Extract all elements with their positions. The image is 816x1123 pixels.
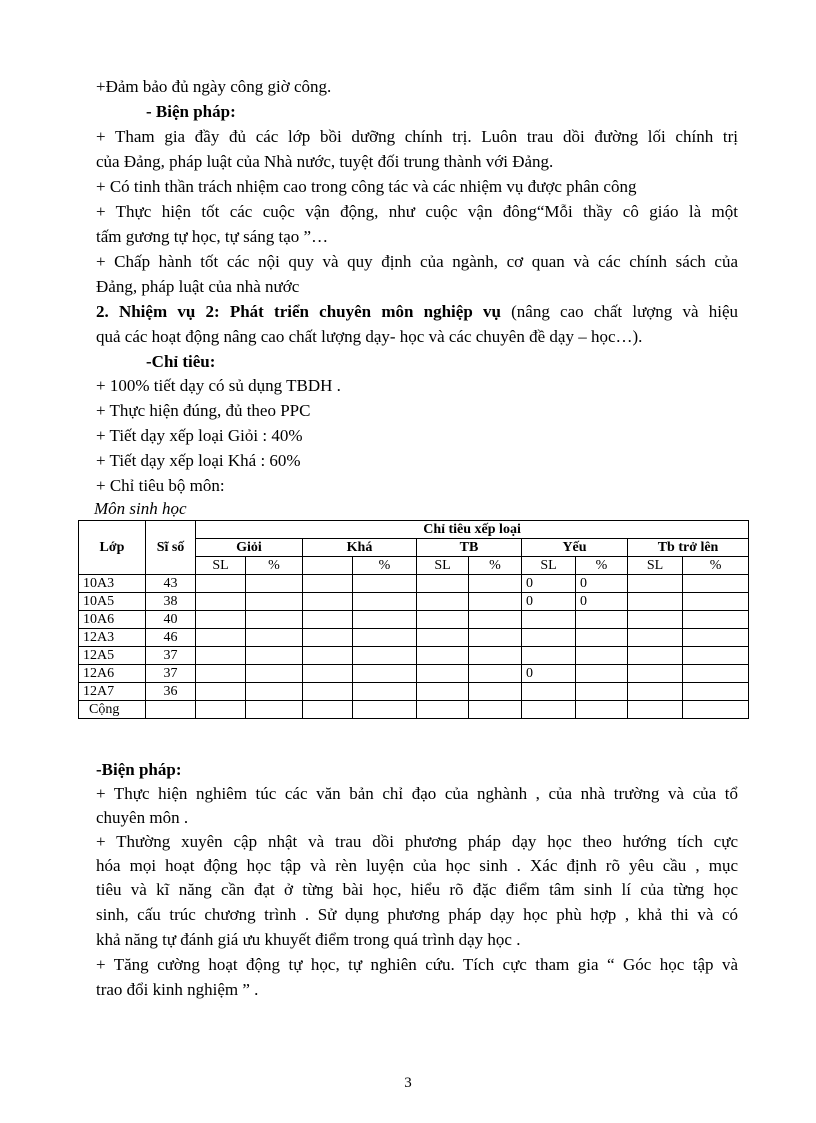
cell-si-so: 38 [146, 593, 196, 611]
text-line: tấm gương tự học, tự sáng tạo ”… [96, 227, 329, 246]
task2-rest: (nâng cao chất lượng và hiệu [500, 302, 738, 321]
cell-empty [628, 683, 683, 701]
cell-empty [417, 701, 469, 719]
table-row [79, 575, 749, 593]
cell-empty [353, 683, 417, 701]
cell-lop: 10A5 [79, 593, 146, 611]
bien-phap-line: tiêu và kĩ năng cần đạt ở từng bài học, hiểu rõ đặc điểm tâm sinh lí của từng học [96, 880, 738, 899]
header-kha: Khá [303, 539, 417, 557]
cell-si-so: 46 [146, 629, 196, 647]
text-line: Đảng, pháp luật của nhà nước [96, 277, 300, 296]
cell-empty [353, 629, 417, 647]
cell-empty [196, 593, 246, 611]
cell-yeu-pct [576, 629, 628, 647]
cell-empty [196, 701, 246, 719]
cell-empty [196, 629, 246, 647]
cell-empty [246, 665, 303, 683]
cell-empty [469, 593, 522, 611]
cell-empty [303, 701, 353, 719]
table-row [79, 701, 749, 719]
score-table [78, 520, 749, 719]
cell-yeu-pct [576, 701, 628, 719]
cell-yeu-pct: 0 [576, 593, 628, 611]
page-number: 3 [404, 1075, 412, 1091]
cell-si-so [146, 701, 196, 719]
cell-empty [417, 683, 469, 701]
bien-phap-line: + Thực hiện nghiêm túc các văn bản chỉ đạo của nghành , của nhà trường và của tổ [96, 784, 738, 803]
cell-lop: 12A7 [79, 683, 146, 701]
cell-empty [628, 647, 683, 665]
text-line: + Tham gia đầy đủ các lớp bồi dưỡng chính trị. Luôn trau dồi đường lối chính trị [96, 127, 738, 146]
table-row [79, 665, 749, 683]
cell-lop: 10A6 [79, 611, 146, 629]
sub-sl-blank [303, 557, 353, 575]
sub-pct: % [469, 557, 522, 575]
cell-empty [353, 701, 417, 719]
cell-empty [196, 647, 246, 665]
subject-label: Môn sinh học [94, 499, 187, 518]
cell-empty [303, 611, 353, 629]
cell-si-so: 37 [146, 665, 196, 683]
cell-yeu-sl [522, 701, 576, 719]
cell-yeu-pct: 0 [576, 575, 628, 593]
cell-empty [683, 593, 749, 611]
table-row [79, 647, 749, 665]
cell-empty [196, 611, 246, 629]
chi-tieu-item: + Chỉ tiêu bộ môn: [96, 476, 225, 495]
task2-line2: quả các hoạt động nâng cao chất lượng dạy- học và các chuyên đề dạy – học…). [96, 327, 643, 346]
text-line: + Thực hiện tốt các cuộc vận động, như cuộc vận đông“Mỗi thầy cô giáo là một [96, 202, 738, 221]
cell-empty [469, 575, 522, 593]
cell-empty [196, 575, 246, 593]
cell-empty [417, 647, 469, 665]
cell-yeu-sl [522, 647, 576, 665]
bien-phap-line: hóa mọi hoạt động học tập và rèn luyện của học sinh . Xác định rõ yêu cầu , mục [96, 856, 738, 875]
cell-empty [683, 665, 749, 683]
cell-empty [628, 629, 683, 647]
cell-yeu-sl [522, 629, 576, 647]
header-si-so: Sĩ số [146, 521, 196, 575]
cell-yeu-pct [576, 611, 628, 629]
chi-tieu-item: + Thực hiện đúng, đủ theo PPC [96, 401, 311, 420]
sub-sl: SL [417, 557, 469, 575]
cell-lop: 12A3 [79, 629, 146, 647]
cell-yeu-sl [522, 611, 576, 629]
bien-phap-line: + Thường xuyên cập nhật và trau dồi phương pháp dạy học theo hướng tích cực [96, 832, 738, 851]
task2-heading: 2. Nhiệm vụ 2: Phát triển chuyên môn nghiệp vụ [96, 302, 501, 321]
cell-empty [246, 683, 303, 701]
cell-empty [303, 593, 353, 611]
cell-empty [246, 647, 303, 665]
text-line: của Đảng, pháp luật của Nhà nước, tuyệt đối trung thành với Đảng. [96, 152, 554, 171]
cell-empty [196, 683, 246, 701]
cell-empty [353, 647, 417, 665]
cell-empty [628, 665, 683, 683]
table-row [79, 683, 749, 701]
cell-empty [303, 647, 353, 665]
cell-empty [353, 593, 417, 611]
cell-empty [683, 575, 749, 593]
sub-sl: SL [628, 557, 683, 575]
cell-empty [469, 629, 522, 647]
cell-empty [417, 593, 469, 611]
cell-empty [353, 611, 417, 629]
header-lop: Lớp [79, 521, 146, 575]
cell-empty [683, 701, 749, 719]
cell-yeu-sl [522, 683, 576, 701]
header-group-title: Chỉ tiêu xếp loại [196, 521, 749, 539]
text-line: +Đảm bảo đủ ngày công giờ công. [96, 77, 332, 96]
cell-si-so: 36 [146, 683, 196, 701]
cell-empty [353, 665, 417, 683]
cell-empty [683, 647, 749, 665]
cell-empty [683, 629, 749, 647]
chi-tieu-item: + Tiết dạy xếp loại Giỏi : 40% [96, 426, 303, 445]
chi-tieu-heading: -Chỉ tiêu: [146, 352, 216, 371]
cell-yeu-sl: 0 [522, 575, 576, 593]
cell-si-so: 37 [146, 647, 196, 665]
cell-yeu-pct [576, 683, 628, 701]
cell-empty [246, 593, 303, 611]
cell-empty [469, 665, 522, 683]
cell-empty [628, 593, 683, 611]
cell-empty [246, 629, 303, 647]
header-gioi: Giỏi [196, 539, 303, 557]
header-tb-tro-len: Tb trở lên [628, 539, 749, 557]
cell-empty [303, 665, 353, 683]
cell-lop: Cộng [79, 701, 146, 719]
cell-yeu-sl: 0 [522, 593, 576, 611]
cell-empty [303, 683, 353, 701]
cell-empty [196, 665, 246, 683]
cell-empty [353, 575, 417, 593]
sub-sl: SL [522, 557, 576, 575]
cell-empty [628, 575, 683, 593]
cell-empty [469, 701, 522, 719]
cell-empty [469, 611, 522, 629]
table-row [79, 611, 749, 629]
cell-empty [683, 683, 749, 701]
table-row [79, 593, 749, 611]
cell-si-so: 43 [146, 575, 196, 593]
cell-yeu-pct [576, 647, 628, 665]
cell-lop: 10A3 [79, 575, 146, 593]
cell-empty [303, 629, 353, 647]
text-line: + Chấp hành tốt các nội quy và quy định của ngành, cơ quan và các chính sách của [96, 252, 738, 271]
cell-empty [628, 701, 683, 719]
chi-tieu-item: + 100% tiết dạy có sủ dụng TBDH . [96, 376, 341, 395]
cell-empty [469, 647, 522, 665]
sub-pct: % [576, 557, 628, 575]
bien-phap-line: chuyên môn . [96, 808, 189, 827]
sub-pct: % [246, 557, 303, 575]
sub-sl: SL [196, 557, 246, 575]
cell-yeu-pct [576, 665, 628, 683]
cell-empty [246, 611, 303, 629]
cell-empty [417, 665, 469, 683]
cell-empty [417, 575, 469, 593]
cell-empty [417, 629, 469, 647]
table-row [79, 629, 749, 647]
cell-lop: 12A6 [79, 665, 146, 683]
cell-empty [246, 575, 303, 593]
header-tb: TB [417, 539, 522, 557]
cell-si-so: 40 [146, 611, 196, 629]
bien-phap-line: + Tăng cường hoạt động tự học, tự nghiên cứu. Tích cực tham gia “ Góc học tập và [96, 955, 738, 974]
task2-line [96, 300, 738, 324]
cell-empty [246, 701, 303, 719]
chi-tieu-item: + Tiết dạy xếp loại Khá : 60% [96, 451, 301, 470]
cell-empty [628, 611, 683, 629]
sub-pct: % [353, 557, 417, 575]
cell-lop: 12A5 [79, 647, 146, 665]
cell-empty [469, 683, 522, 701]
text-line: + Có tinh thần trách nhiệm cao trong công tác và các nhiệm vụ được phân công [96, 177, 637, 196]
cell-empty [417, 611, 469, 629]
bien-phap-heading: -Biện pháp: [96, 760, 182, 779]
bien-phap-line: khả năng tự đánh giá ưu khuyết điểm trong quá trình dạy học . [96, 930, 521, 949]
section-heading: - Biện pháp: [146, 102, 236, 121]
cell-yeu-sl: 0 [522, 665, 576, 683]
header-yeu: Yếu [522, 539, 628, 557]
cell-empty [683, 611, 749, 629]
bien-phap-line: trao đổi kinh nghiệm ” . [96, 980, 259, 999]
cell-empty [303, 575, 353, 593]
bien-phap-line: sinh, cấu trúc chương trình . Sử dụng phương pháp dạy học phù hợp , khả thi và có [96, 905, 738, 924]
sub-pct: % [683, 557, 749, 575]
